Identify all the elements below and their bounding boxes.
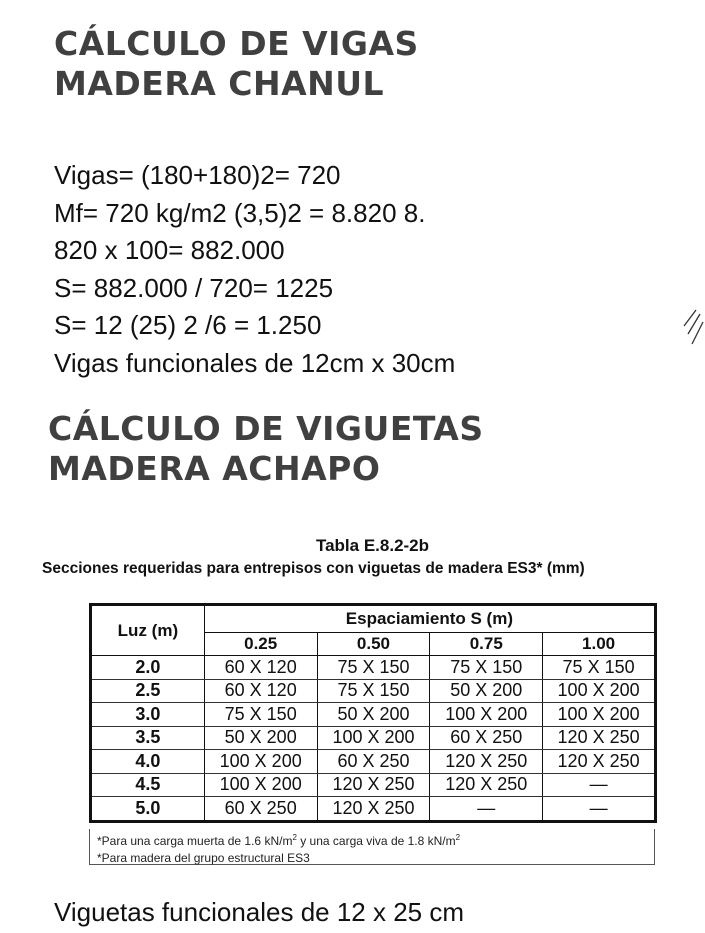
row-luz: 2.5 [91,679,205,703]
table-row [91,703,656,727]
table-cell: 60 X 250 [430,726,543,750]
table-row [91,726,656,750]
table-cell: 100 X 200 [430,703,543,727]
column-header: 0.75 [430,633,543,656]
row-luz: 2.0 [91,656,205,680]
calc-line: S= 12 (25) 2 /6 = 1.250 [54,310,322,340]
table-cell: 75 X 150 [317,656,430,680]
heading-vigas-line2: MADERA CHANUL [54,64,385,103]
table-cell: 60 X 250 [204,797,317,822]
table-cell: 60 X 120 [204,679,317,703]
table-cell: 120 X 250 [317,797,430,822]
column-header: 1.00 [543,633,656,656]
table-cell: 120 X 250 [317,773,430,797]
table-subtitle: Secciones requeridas para entrepisos con viguetas de madera ES3* (mm) [42,560,585,577]
table-cell: 100 X 200 [317,726,430,750]
sections-table [89,603,657,823]
calc-line: Vigas funcionales de 12cm x 30cm [54,347,456,378]
conclusion-text: Viguetas funcionales de 12 x 25 cm [54,897,465,927]
calc-line: Mf= 720 kg/m2 (3,5)2 = 8.820 8. [54,197,426,228]
table-row [91,797,656,822]
calc-line: 820 x 100= 882.000 [54,235,285,265]
table-title: Tabla E.8.2-2b [315,536,430,555]
table-row [91,773,656,797]
table-cell: — [543,797,656,822]
table-cell: 100 X 200 [204,750,317,774]
calculation-block [54,157,455,382]
heading-vigas-line1: CÁLCULO DE VIGAS [54,24,419,63]
table-cell: 120 X 250 [430,773,543,797]
column-header: 0.25 [204,633,317,656]
calc-line: S= 882.000 / 720= 1225 [54,272,334,303]
heading-vigas [54,24,419,104]
table-cell: 75 X 150 [430,656,543,680]
table-cell: 100 X 200 [543,703,656,727]
table-cell: 50 X 200 [317,703,430,727]
row-luz: 4.0 [91,750,205,774]
table-cell: — [543,773,656,797]
table-row [91,750,656,774]
table-cell: 50 X 200 [430,679,543,703]
table-row [91,679,656,703]
row-luz: 5.0 [91,797,205,822]
table-cell: 120 X 250 [430,750,543,774]
table-cell: 75 X 150 [543,656,656,680]
calc-line: Vigas= (180+180)2= 720 [54,160,341,190]
table-cell: 60 X 250 [317,750,430,774]
table-cell: 120 X 250 [543,726,656,750]
table-cell: — [430,797,543,822]
group-header-espaciamiento: Espaciamiento S (m) [204,605,655,633]
table-cell: 75 X 150 [317,679,430,703]
heading-viguetas [48,409,484,489]
table-cell: 75 X 150 [204,703,317,727]
row-header-luz: Luz (m) [91,605,205,656]
heading-viguetas-line1: CÁLCULO DE VIGUETAS [48,409,484,448]
table-row [91,656,656,680]
table-cell: 100 X 200 [543,679,656,703]
column-header: 0.50 [317,633,430,656]
table-footnotes [89,829,655,865]
table-cell: 100 X 200 [204,773,317,797]
row-luz: 3.0 [91,703,205,727]
pen-scribble-mark [682,300,704,350]
row-luz: 4.5 [91,773,205,797]
table-cell: 60 X 120 [204,656,317,680]
heading-viguetas-line2: MADERA ACHAPO [48,449,381,488]
row-luz: 3.5 [91,726,205,750]
footnote-load: *Para una carga muerta de 1.6 $kN/m^2$ y una carga viva de 1.8 $kN/m^2$ [97,833,461,848]
table-cell: 50 X 200 [204,726,317,750]
table-cell: 120 X 250 [543,750,656,774]
footnote-group: *Para madera del grupo estructural ES3 [97,851,310,865]
